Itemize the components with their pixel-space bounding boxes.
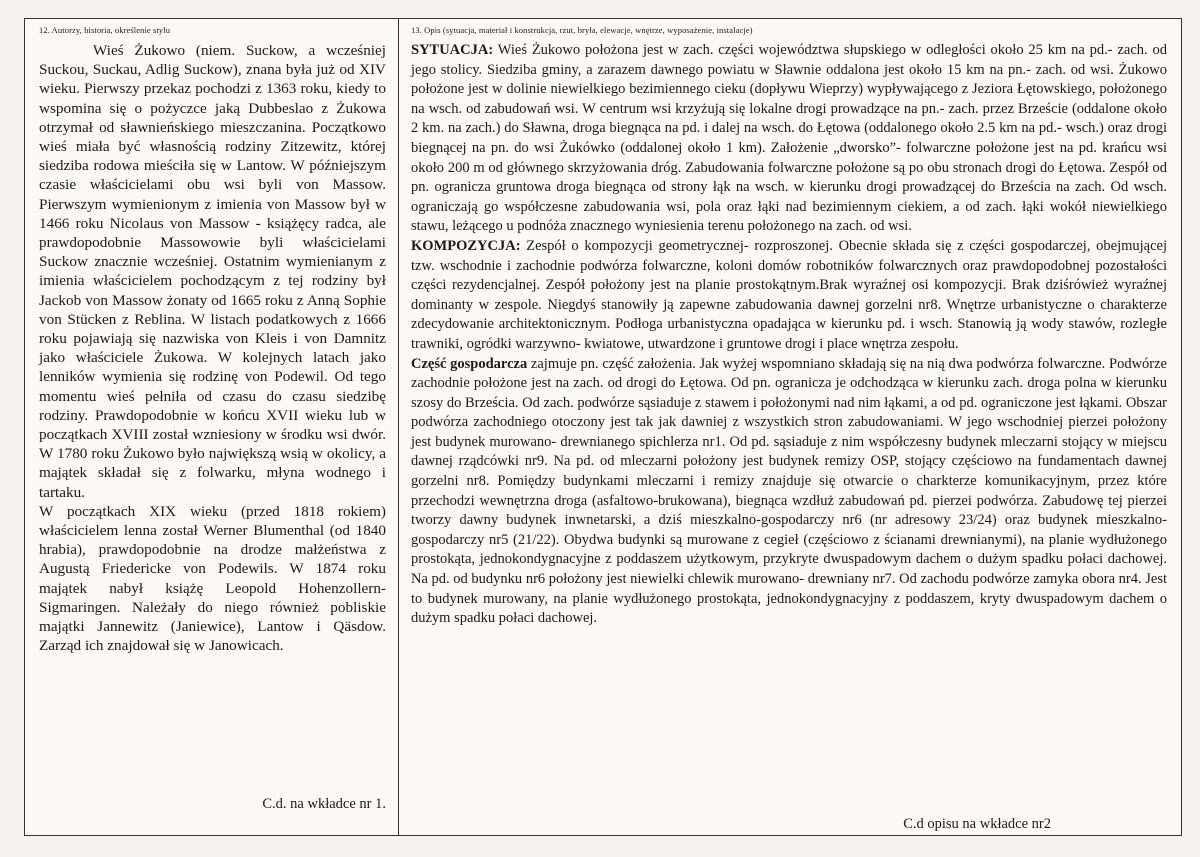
- description-continuation-note: C.d opisu na wkładce nr2: [903, 816, 1051, 832]
- description-column: [399, 19, 1181, 835]
- section-12-heading: 12. Autorzy, historia, określenie stylu: [39, 25, 171, 35]
- history-paragraph-1: Wieś Żukowo (niem. Suckow, a wcześniej Suckou, Suckau, Adlig Suckow), znana była już od XIV wieku. Pierwszy przekaz pochodzi z 1363 roku, kiedy to wspomina się o pożyczce jaką Dubbeslao z Żukowa otrzymał od sławnieńskiego mieszczanina. Początkowo wieś miała być własnością rodziny Zitzewitz, której siedziba rodowa mieściła się w Lantow. W późniejszym czasie właścicielami obu wsi byli von Massow. Pierwszym wymienionym z imienia von Massow był w 1466 roku Nicolaus von Massow - książęcy radca, ale prawdopodobnie Massowowie byli właścicielami Suckow znacznie wcześniej. Ostatnim wymienianym z imienia właścicielem pochodzącym z tej rodziny był Jackob von Massow żonaty od 1665 roku z Anną Sophie von Stücken z Reblina. W listach podatkowych z 1666 roku pojawiają się nazwiska von Kleis i von Damnitz jako właściciele Żukowa. W kolejnych latach jako lenników wymienia się rodzinę von Podewil. Od tego momentu wieś pełniła od czasu do czasu siedzibę rodziny. Prawdopodobnie w końcu XVII wieku lub w początkach XVIII został wzniesiony w środku wsi dwór. W 1780 roku Żukowo było największą wsią w okolicy, a majątek składał się z folwarku, młyna wodnego i tartaku.: [39, 42, 386, 501]
- sytuacja-paragraph: SYTUACJA: Wieś Żukowo położona jest w zach. części województwa słupskiego w odległości około 25 km na pd.- zach. od jego stolicy. Siedziba gminy, a zarazem dawnego powiatu w Sławnie oddalona jest około 15 km na pn.- zach. od wsi. Żukowo położone jest w dolinie niewielkiego bezimiennego cieku (dopływu Wieprzy) wypływającego z Jeziora Łętowskiego, położonego na wsch. od zabudowań wsi. W centrum wsi krzyżują się lokalne drogi prowadzące na pn.- zach. przez Brzeście (oddalone około 2 km. na zach.) do Sławna, droga biegnąca na pd. i dalej na wsch. do Łętowa (oddalonego około 2.5 km na pd.- wsch.) oraz drogi biegnącej na pn. do wsi Żukówko (oddalonej około 1 km). Założenie „dworsko”- folwarczne położone jest na pd. krańcu wsi około 200 m od głównego skrzyżowania dróg. Zabudowania folwarczne położone są po obu stronach drogi do Łętowa. Zespół od pn. ogranicza gruntowa droga biegnąca od strony łąk na wsch. w kierunku drogi prowadzącej do Brześcia na zach. Od wsch. ograniczają go współczesne zabudowania wsi, pola oraz łąki nad bezimiennym ciekiem, a od zach. łąki wokół niewielkiego stawu, leżącego u podnóża znacznego wyniesienia terenu położonego na zach. od wsi.: [411, 42, 1167, 235]
- section-13-heading: 13. Opis (sytuacja, materiał i konstrukcja, rzut, bryła, elewacje, wnętrze, wyposażenie, instalacje): [411, 25, 753, 35]
- sytuacja-label: SYTUACJA:: [411, 42, 494, 58]
- czesc-gospodarcza-label: Część gospodarcza: [411, 355, 528, 372]
- kompozycja-paragraph: KOMPOZYCJA: Zespół o kompozycji geometrycznej- rozproszonej. Obecnie składa się z części gospodarczej, obejmującej tzw. wschodnie i zachodnie podwórza folwarczne, koloni domów robotników folwarcznych oraz prawdopodobnej pozostałości części rezydencjalnej. Zespół położony jest na planie prostokątnym.Brak wyraźnej osi kompozycji. Brak dziśrówież wyraźnej dominanty w zespole. Niegdyś stanowiły ją zapewne zabudowania dawnej gorzelni nr8. Wnętrze urbanistyczne o charakterze zdecydowanie architektonicznym. Podłoga urbanistyczna opadająca w kierunku pd. i wsch. Stanowią ją wody stawów, rozległe trawniki, ogródki warzywno- kwiatowe, utwardzone i gruntowe drogi i place wnętrza zespołu.: [411, 237, 1168, 352]
- history-paragraph-2: W początkach XIX wieku (przed 1818 rokiem) właścicielem lenna został Werner Blumenthal (od 1840 hrabia), prawdopodobnie na drodze małżeństwa z Augustą Friedericke von Podewils. W 1874 roku majątek nabył książę Leopold Hohenzollern- Sigmaringen. Należały do niego również pobliskie majątki Jannewitz (Janiewice), Lantow i Qäsdow. Zarząd ich znajdował się w Janowicach.: [39, 502, 386, 655]
- czesc-gospodarcza-paragraph: Część gospodarcza zajmuje pn. część założenia. Jak wyżej wspomniano składają się na nią dwa podwórza folwarczne. Podwórze zachodnie położone jest na zach. od drogi do Łętowa. Od pn. ogranicza je odchodząca w kierunku zach. droga polna w kierunku szosy do Brześcia. Od zach. podwórze sąsiaduje z stawem i położonymi nad nim łąkami, a od pd. ograniczone jest łąkami. Obszar podwórza zachodniego otoczony jest tak jak dawniej z wszystkich stron zabudowaniami. W jego wschodniej pierzei położony jest budynek murowano- drewnianego spichlerza nr1. Od pd. sąsiaduje z nim współczesny budynek mleczarni stojący w miejscu dawnej rządcówki nr9. Na pd. od mleczarni położony jest budynek remizy OSP, stojący częściowo na fundamentach dawnej gorzelni nr8. Pomiędzy budynkami mleczarni i remizy znajduje się otwarcie o charkterze komunikacyjnym, przez które przechodzi wewnętrzna droga (asfaltowo-brukowana), biegnąca wzdłuż zabudowań pd. pierzei podwórza. Zabudowę tej pierzei tworzy dawny budynek inwnetarski, a dziś mieszkalno-gospodarczy nr6 (nr adresowy 23/24) oraz budynek mieszkalno-gospodarczy nr5 (21/22). Obydwa budynki są murowane z cegieł (częściowo z ścianami drewnianymi), na planie wydłużonego prostokąta, jednokondygnacyjne z poddaszem użytkowym, przykryte dwuspadowym dachem o dużym spadku połaci dachowej. Na pd. od budynku nr6 położony jest niewielki chlewik murowano- drewniany nr7. Od zachodu podwórze zamyka obora nr4. Jest to budynek murowany, na planie wydłużonego prostokąta, jednokondygnacyjny z poddaszem, kryty dwuspadowym dachem o dużym spadku połaci dachowej.: [411, 355, 1167, 627]
- kompozycja-label: KOMPOZYCJA:: [411, 237, 521, 254]
- history-column: [25, 19, 399, 835]
- document-sheet: [24, 18, 1182, 836]
- history-continuation-note: C.d. na wkładce nr 1.: [262, 796, 386, 812]
